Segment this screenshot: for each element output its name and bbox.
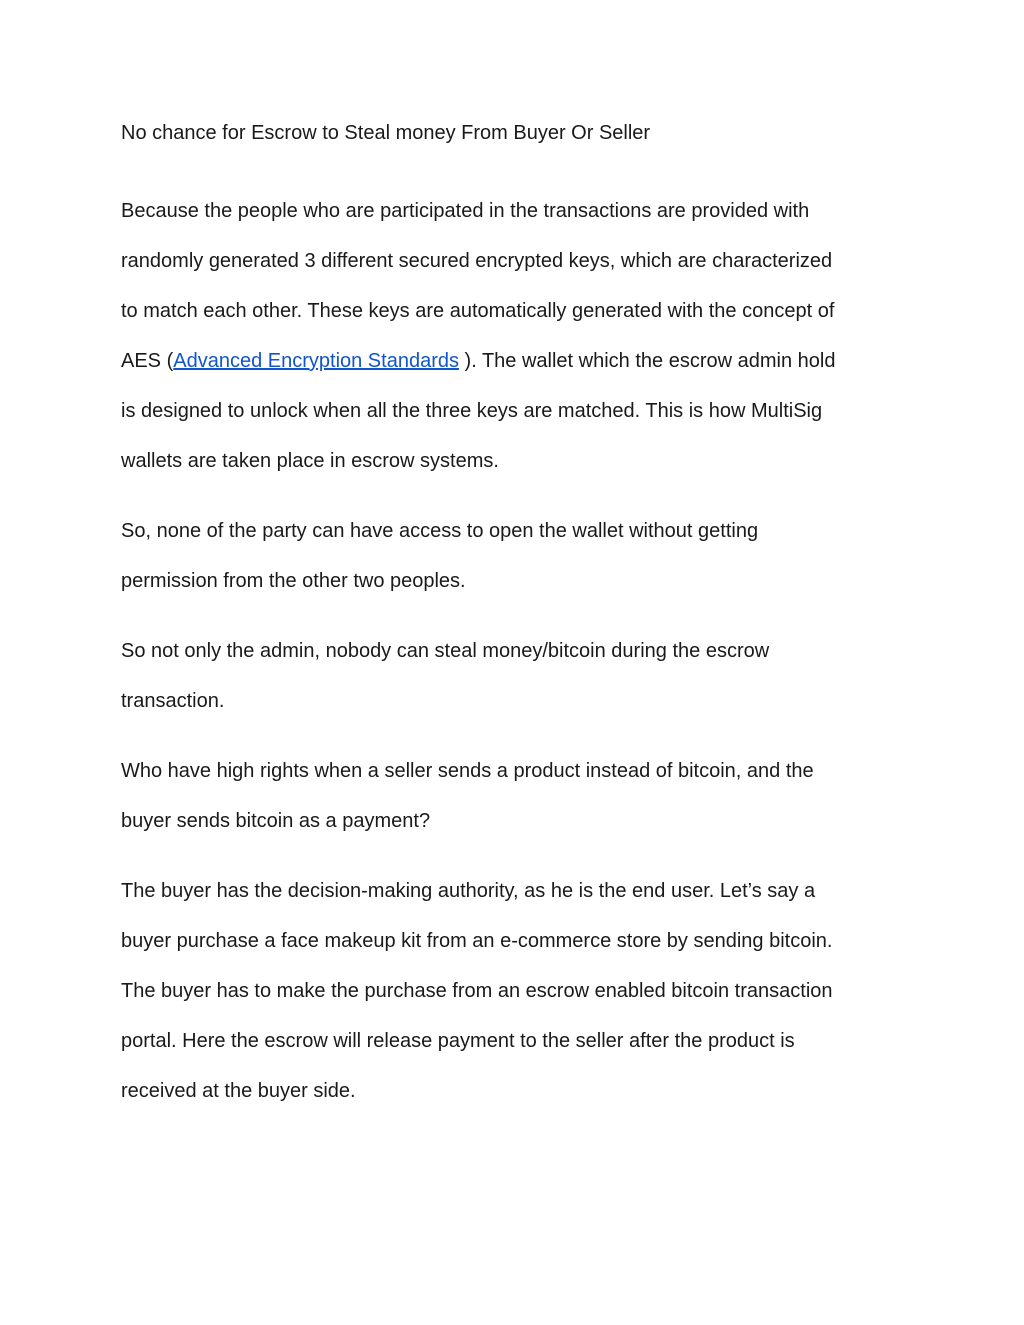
paragraph-nobody-steals — [121, 626, 911, 726]
paragraph-line: received at the buyer side. — [121, 1080, 356, 1102]
paragraph-buyer-authority — [121, 866, 911, 1116]
paragraph-line — [121, 336, 911, 386]
aes-prefix: AES ( — [121, 350, 174, 372]
paragraph-line: The buyer has the decision-making authority, as he is the end user. Let’s say a — [121, 880, 816, 902]
paragraph-line: transaction. — [121, 690, 225, 712]
paragraph-access — [121, 506, 911, 606]
aes-link[interactable]: Advanced Encryption Standards — [173, 350, 459, 372]
paragraph-line: randomly generated 3 different secured encrypted keys, which are characterized — [121, 250, 833, 272]
paragraph-line: So not only the admin, nobody can steal money/bitcoin during the escrow — [121, 640, 770, 662]
paragraph-line: The buyer has to make the purchase from an escrow enabled bitcoin transaction — [121, 980, 833, 1002]
paragraph-question — [121, 746, 911, 846]
document-heading: No chance for Escrow to Steal money From Buyer Or Seller — [121, 122, 651, 144]
paragraph-keys — [121, 186, 911, 486]
paragraph-line: So, none of the party can have access to open the wallet without getting — [121, 520, 759, 542]
paragraph-line: buyer sends bitcoin as a payment? — [121, 810, 431, 832]
paragraph-line: permission from the other two peoples. — [121, 570, 466, 592]
document-page — [121, 116, 911, 1116]
paragraph-line: Who have high rights when a seller sends a product instead of bitcoin, and the — [121, 760, 814, 782]
paragraph-line: buyer purchase a face makeup kit from an e-commerce store by sending bitcoin. — [121, 930, 833, 952]
paragraph-line: is designed to unlock when all the three keys are matched. This is how MultiSig — [121, 400, 823, 422]
paragraph-line: wallets are taken place in escrow systems. — [121, 450, 499, 472]
paragraph-line: portal. Here the escrow will release payment to the seller after the product is — [121, 1030, 795, 1052]
paragraph-line: to match each other. These keys are automatically generated with the concept of — [121, 300, 835, 322]
paragraph-line: Because the people who are participated in the transactions are provided with — [121, 200, 810, 222]
aes-suffix: ). The wallet which the escrow admin hold — [458, 350, 836, 372]
